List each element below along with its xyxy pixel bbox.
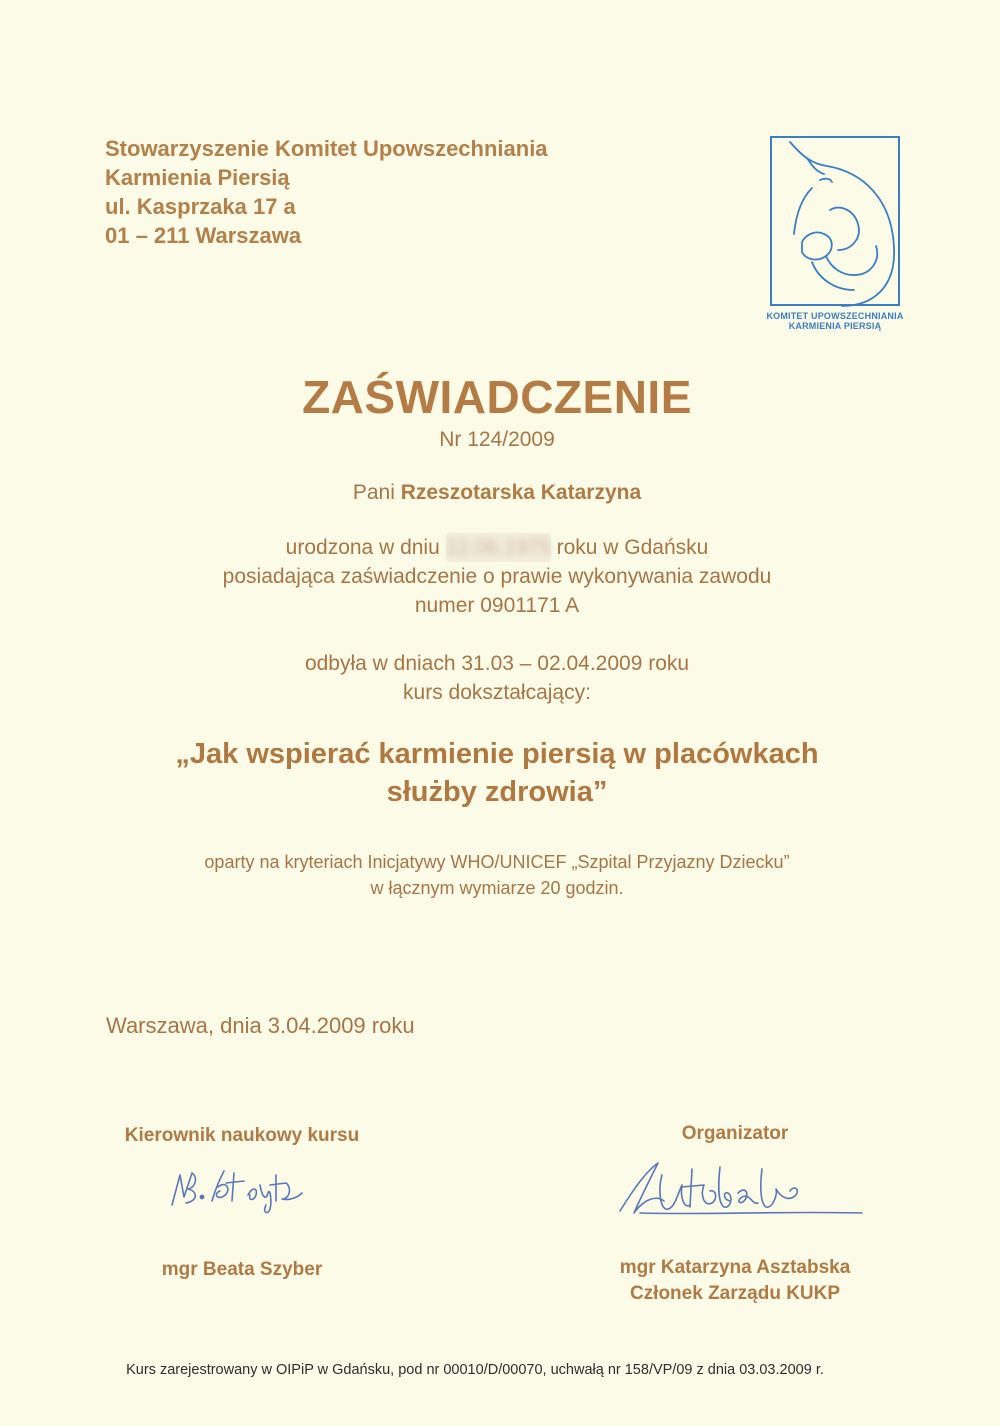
course-title-line2: służby zdrowia” (386, 776, 608, 808)
logo-caption-line1: KOMITET UPOWSZECHNIANIA (766, 311, 904, 321)
recipient-line (0, 481, 994, 505)
document-title: ZAŚWIADCZENIE (302, 371, 692, 423)
birth-prefix: urodzona w dniu (285, 536, 440, 559)
salutation: Pani (352, 481, 395, 504)
criteria-line2: w łącznym wymiarze 20 godzin. (370, 878, 624, 898)
organization-street: ul. Kasprzaka 17 a (105, 194, 296, 219)
organization-name-line2: Karmienia Piersią (105, 165, 290, 190)
course-intro: kurs dokształcający: (403, 681, 591, 704)
course-title-line1: „Jak wspierać karmienie piersią w placówkach (175, 738, 819, 770)
signature-role-right: Organizator (681, 1123, 789, 1144)
signature-role-left: Kierownik naukowy kursu (124, 1125, 360, 1146)
course-title (0, 735, 994, 811)
recipient-name: Rzeszotarska Katarzyna (400, 481, 642, 504)
logo-caption-line2: KARMIENIA PIERSIĄ (788, 321, 882, 331)
birth-suffix: roku w Gdańsku (556, 536, 709, 559)
signature-block-left (82, 1125, 402, 1283)
birth-line (0, 533, 994, 562)
organization-city: 01 – 211 Warszawa (105, 223, 302, 248)
logo-caption (762, 311, 908, 331)
organization-logo (762, 136, 912, 336)
organization-name-line1: Stowarzyszenie Komitet Upowszechniania (105, 136, 548, 161)
handwritten-signature-left (82, 1147, 402, 1257)
signatory-title-right: Członek Zarządu KUKP (629, 1283, 841, 1304)
recipient-details (0, 533, 994, 620)
course-dates-block (0, 649, 994, 707)
license-line: posiadająca zaświadczenie o prawie wykonywania zawodu (222, 565, 772, 588)
signature-block-right (575, 1123, 895, 1307)
mother-child-icon (772, 138, 902, 308)
logo-frame (770, 136, 900, 306)
criteria-line1: oparty na kryteriach Inicjatywy WHO/UNICEF „Szpital Przyjazny Dziecku” (204, 852, 790, 872)
course-dates: odbyła w dniach 31.03 – 02.04.2009 roku (304, 652, 690, 675)
certificate-number: Nr 124/2009 (439, 428, 555, 451)
handwritten-signature-right (575, 1145, 895, 1255)
signatory-name-left: mgr Beata Szyber (161, 1259, 323, 1280)
place-and-date: Warszawa, dnia 3.04.2009 roku (106, 1013, 415, 1038)
signatory-name-right: mgr Katarzyna Asztabska (619, 1257, 851, 1278)
course-criteria (0, 849, 994, 901)
organization-address (105, 134, 548, 250)
registration-footer: Kurs zarejestrowany w OIPiP w Gdańsku, pod nr 00010/D/00070, uchwałą nr 158/VP/09 z dnia 03.03.2009 r. (126, 1362, 824, 1378)
redacted-birth-date: 12.06.1975 (446, 533, 551, 562)
license-number: numer 0901171 A (414, 594, 580, 617)
